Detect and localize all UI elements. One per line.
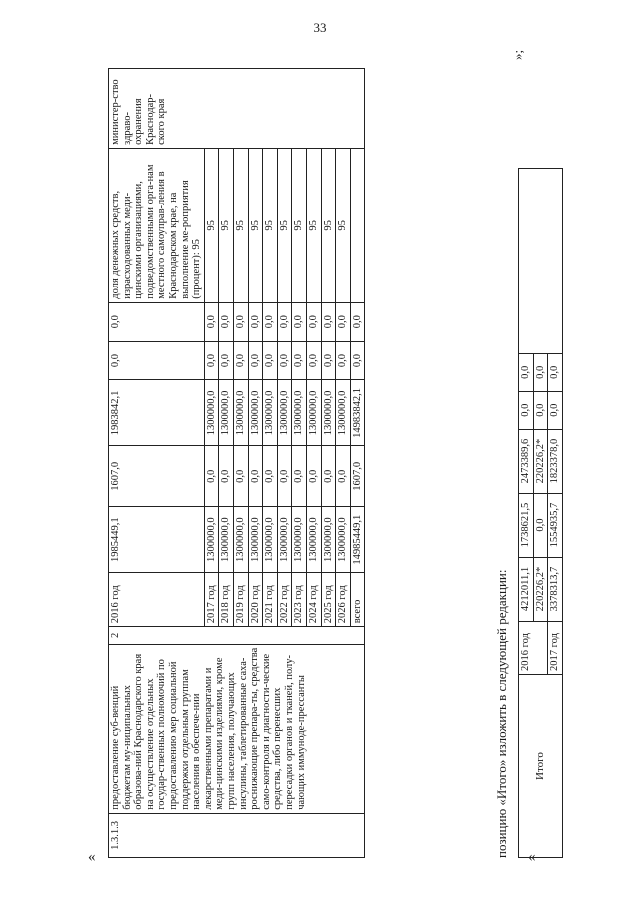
other-cell: 0,0 [263, 302, 278, 341]
loc-cell: 0,0 [350, 341, 365, 380]
loc-cell: 0,0 [263, 341, 278, 380]
open-quote-1: « [88, 849, 96, 865]
other-cell: 0,0 [109, 302, 205, 341]
fed-cell: 1607,0 [350, 446, 365, 507]
measure-table [108, 68, 365, 858]
fed-cell: 0,0 [336, 446, 351, 507]
fed-cell: 1607,0 [109, 446, 205, 507]
total-cell: 4212011,1 [519, 557, 534, 621]
loc-cell: 0,0 [519, 391, 534, 429]
loc-cell: 0,0 [292, 341, 307, 380]
year-cell: 2016 год [519, 621, 548, 675]
year-cell: всего [350, 573, 365, 627]
indicator-value: 95 [263, 148, 278, 302]
fed-cell: 0,0 [533, 493, 548, 557]
total-cell: 1300000,0 [204, 507, 219, 573]
fed-cell: 1738621,5 [519, 493, 534, 557]
reg-cell: 1823378,0 [548, 429, 563, 493]
indicator-value: 95 [248, 148, 263, 302]
other-cell: 0,0 [204, 302, 219, 341]
reg-cell: 1300000,0 [277, 380, 292, 446]
year-cell: 2019 год [233, 573, 248, 627]
loc-cell: 0,0 [248, 341, 263, 380]
other-cell: 0,0 [219, 302, 234, 341]
reg-cell: 1983842,1 [109, 380, 205, 446]
instruction-sentence: позицию «Итого» изложить в следующей редакции: [494, 569, 509, 858]
indicator-value: 95 [306, 148, 321, 302]
year-cell: 2017 год [548, 621, 563, 675]
year-cell: 2025 год [321, 573, 336, 627]
itogo-table-body [519, 169, 563, 858]
reg-cell: 1300000,0 [219, 380, 234, 446]
responsible-executor: министер-ство здраво-охранения Краснодар-ского края [109, 69, 365, 149]
total-cell: 1300000,0 [263, 507, 278, 573]
year-cell: 2024 год [306, 573, 321, 627]
fed-cell: 0,0 [204, 446, 219, 507]
other-cell: 0,0 [350, 302, 365, 341]
loc-cell: 0,0 [277, 341, 292, 380]
reg-cell: 2473389,6 [519, 429, 534, 493]
row-col2: 2 [109, 627, 365, 644]
total-cell: 1300000,0 [292, 507, 307, 573]
fed-cell: 0,0 [248, 446, 263, 507]
fed-cell: 0,0 [277, 446, 292, 507]
indicator-value: 95 [204, 148, 219, 302]
other-cell: 0,0 [548, 353, 563, 391]
fed-cell: 1554935,7 [548, 493, 563, 557]
year-cell: 2018 год [219, 573, 234, 627]
year-cell: 2016 год [109, 573, 205, 627]
other-cell: 0,0 [233, 302, 248, 341]
page-number: 33 [313, 20, 327, 35]
loc-cell: 0,0 [336, 341, 351, 380]
loc-cell: 0,0 [306, 341, 321, 380]
indicator-value: 95 [292, 148, 307, 302]
total-cell: 1300000,0 [306, 507, 321, 573]
itogo-table [518, 168, 563, 858]
total-cell: 1985449,1 [109, 507, 205, 573]
table-row [519, 169, 534, 858]
total-cell: 1300000,0 [219, 507, 234, 573]
loc-cell: 0,0 [533, 391, 548, 429]
other-cell: 0,0 [533, 353, 548, 391]
fed-cell: 0,0 [263, 446, 278, 507]
rotated-content [108, 49, 640, 858]
total-cell: 3378313,7 [548, 557, 563, 621]
indicator-value: 95 [277, 148, 292, 302]
fed-cell: 0,0 [219, 446, 234, 507]
year-cell: 2026 год [336, 573, 351, 627]
year-cell: 2020 год [248, 573, 263, 627]
reg-cell: 1300000,0 [263, 380, 278, 446]
row-code: 1.3.1.3 [109, 813, 365, 857]
reg-cell: 1300000,0 [336, 380, 351, 446]
open-quote-2: « [528, 849, 536, 865]
year-cell: 2023 год [292, 573, 307, 627]
total-cell: 1300000,0 [233, 507, 248, 573]
indicator-value: 95 [219, 148, 234, 302]
year-cell: 2022 год [277, 573, 292, 627]
total-cell: 1300000,0 [321, 507, 336, 573]
total-cell: 14985449,1 [350, 507, 365, 573]
indicator-value [350, 148, 365, 302]
reg-cell: 1300000,0 [292, 380, 307, 446]
fed-cell: 0,0 [321, 446, 336, 507]
loc-cell: 0,0 [109, 341, 205, 380]
reg-cell: 1300000,0 [233, 380, 248, 446]
closing-quote: »; [510, 49, 525, 60]
indicator-value: 95 [336, 148, 351, 302]
table-row [109, 69, 205, 858]
loc-cell: 0,0 [219, 341, 234, 380]
reg-cell: 1300000,0 [248, 380, 263, 446]
total-cell: 1300000,0 [277, 507, 292, 573]
reg-cell: 220226,2* [533, 429, 548, 493]
other-cell: 0,0 [277, 302, 292, 341]
total-cell: 220226,2* [533, 557, 548, 621]
measure-name: предоставление суб-венций бюджетам му-ниципальных образова-ний Краснодарского края на осуществление отдельных государ-ственных полномочий по предоставлению мер социальной поддержки отдельным группам населения в обеспече-нии лекарственными препаратами и меди-цинскими изделиями, кроме групп населения, получающих инсулины, таблетированные саха-роснижающие препара-ты, средства само-контроля и диагности-ческие средства, либо перенесших пересадки органов и тканей, полу-чающих иммуноде-прессанты [109, 644, 365, 813]
loc-cell: 0,0 [233, 341, 248, 380]
fed-cell: 0,0 [233, 446, 248, 507]
indicator-value: 95 [233, 148, 248, 302]
other-cell: 0,0 [336, 302, 351, 341]
indicator-text: доля денежных средств, израсходованных меди-цинскими организациями, подведомственными орга-нам местного самоуправ-ления в Краснодарском крае, на выполнение ме-роприятия (процент): 95 [109, 148, 205, 302]
reg-cell: 1300000,0 [204, 380, 219, 446]
loc-cell: 0,0 [321, 341, 336, 380]
itogo-empty [519, 169, 563, 354]
reg-cell: 1300000,0 [306, 380, 321, 446]
loc-cell: 0,0 [204, 341, 219, 380]
itogo-label: Итого [519, 675, 563, 858]
total-cell: 1300000,0 [248, 507, 263, 573]
other-cell: 0,0 [519, 353, 534, 391]
reg-cell: 1300000,0 [321, 380, 336, 446]
year-cell: 2021 год [263, 573, 278, 627]
year-cell: 2017 год [204, 573, 219, 627]
fed-cell: 0,0 [306, 446, 321, 507]
loc-cell: 0,0 [548, 391, 563, 429]
other-cell: 0,0 [248, 302, 263, 341]
measure-table-body [109, 69, 365, 858]
other-cell: 0,0 [292, 302, 307, 341]
indicator-value: 95 [321, 148, 336, 302]
other-cell: 0,0 [321, 302, 336, 341]
fed-cell: 0,0 [292, 446, 307, 507]
other-cell: 0,0 [306, 302, 321, 341]
total-cell: 1300000,0 [336, 507, 351, 573]
reg-cell: 14983842,1 [350, 380, 365, 446]
